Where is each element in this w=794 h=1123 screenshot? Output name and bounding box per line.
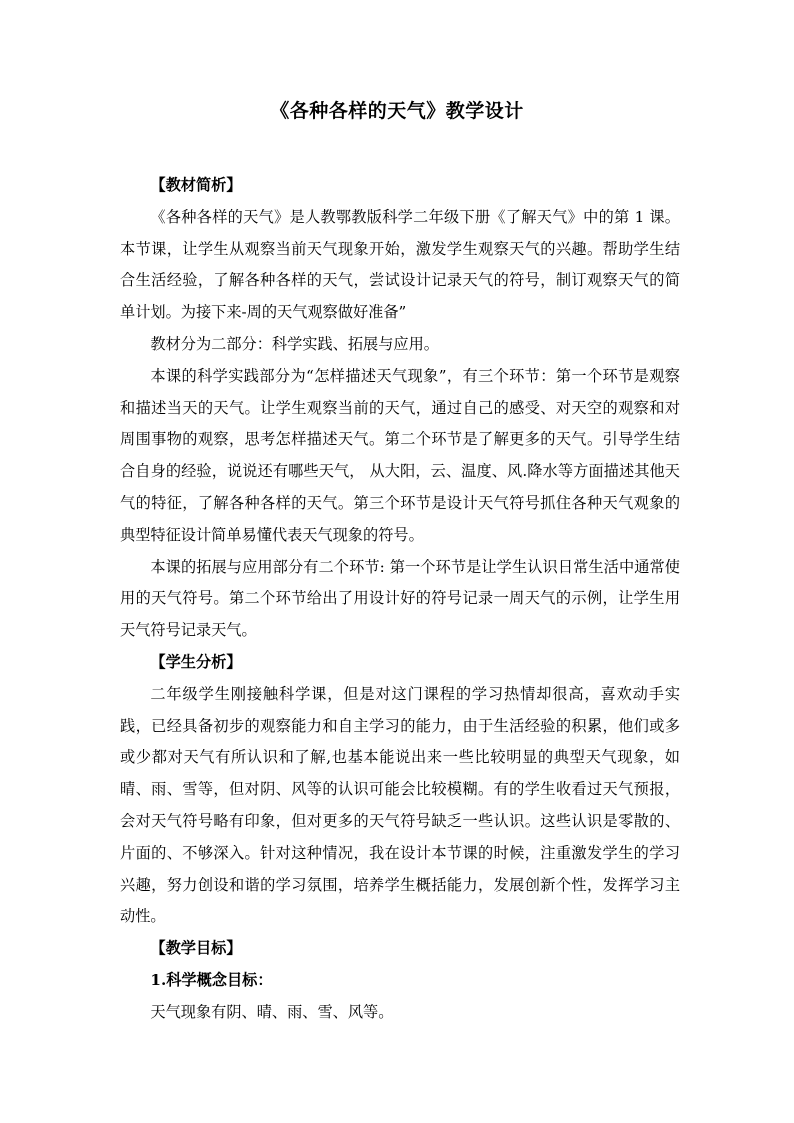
document-body <box>120 170 680 1029</box>
document-title: 《各种各样的天气》教学设计 <box>270 100 524 122</box>
paragraph: 本课的拓展与应用部分有二个环节: 第一个环节是让学生认识日常生活中通常使用的天气符号。第二个环节给出了用设计好的符号记录一周天气的示例，让学生用天气符号记录天气。 <box>120 557 680 640</box>
section-heading-teaching-goals: 【教学目标】 <box>150 939 242 958</box>
paragraph: 本课的科学实践部分为“怎样描述天气现象”，有三个环节：第一个环节是观察和描述当天的天气。让学生观察当前的天气，通过自己的感受、对天空的观察和对周围事物的观察，思考怎样描述天气。第二个环节是了解更多的天气。引导学生结合自身的经验，说说还有哪些天气， 从大阳，云、温度、风.降水等方面描述其他天气的特征，了解各种各样的天气。第三个环节是设计天气符号抓住各种天气观象的典型特征设计简单易懂代表天气现象的符号。 <box>120 366 680 544</box>
paragraph: 教材分为二部分：科学实践、拓展与应用。 <box>150 334 439 353</box>
paragraph: 天气现象有阴、晴、雨、雪、风等。 <box>150 1002 394 1021</box>
subheading-science-concept-goal: 1.科学概念目标： <box>150 970 273 989</box>
paragraph: 《各种各样的天气》是人教鄂教版科学二年级下册《了解天气》中的第 1 课。本节课，让学生从观察当前天气现象开始，激发学生观察天气的兴趣。帮助学生结合生活经验，了解各种各样的天气，尝试设计记录天气的符号，制订观察天气的简单计划。为接下来-周的天气观察做好准备” <box>120 207 680 322</box>
section-heading-student-analysis: 【学生分析】 <box>150 652 242 671</box>
paragraph: 二年级学生刚接触科学课，但是对这门课程的学习热情却很高，喜欢动手实践，已经具备初步的观察能力和自主学习的能力，由于生活经验的积累，他们或多或少都对天气有所认识和了解,也基本能说出来一些比较明显的典型天气现象，如晴、雨、雪等，但对阴、风等的认识可能会比较模糊。有的学生收看过天气预报，会对天气符号略有印象，但对更多的天气符号缺乏一些认识。这些认识是零散的、片面的、不够深入。针对这种情况，我在设计本节课的时候，注重激发学生的学习兴趣，努力创设和谐的学习氛围，培养学生概括能力，发展创新个性，发挥学习主动性。 <box>120 684 680 926</box>
section-heading-textbook-analysis: 【教材简析】 <box>150 176 242 194</box>
